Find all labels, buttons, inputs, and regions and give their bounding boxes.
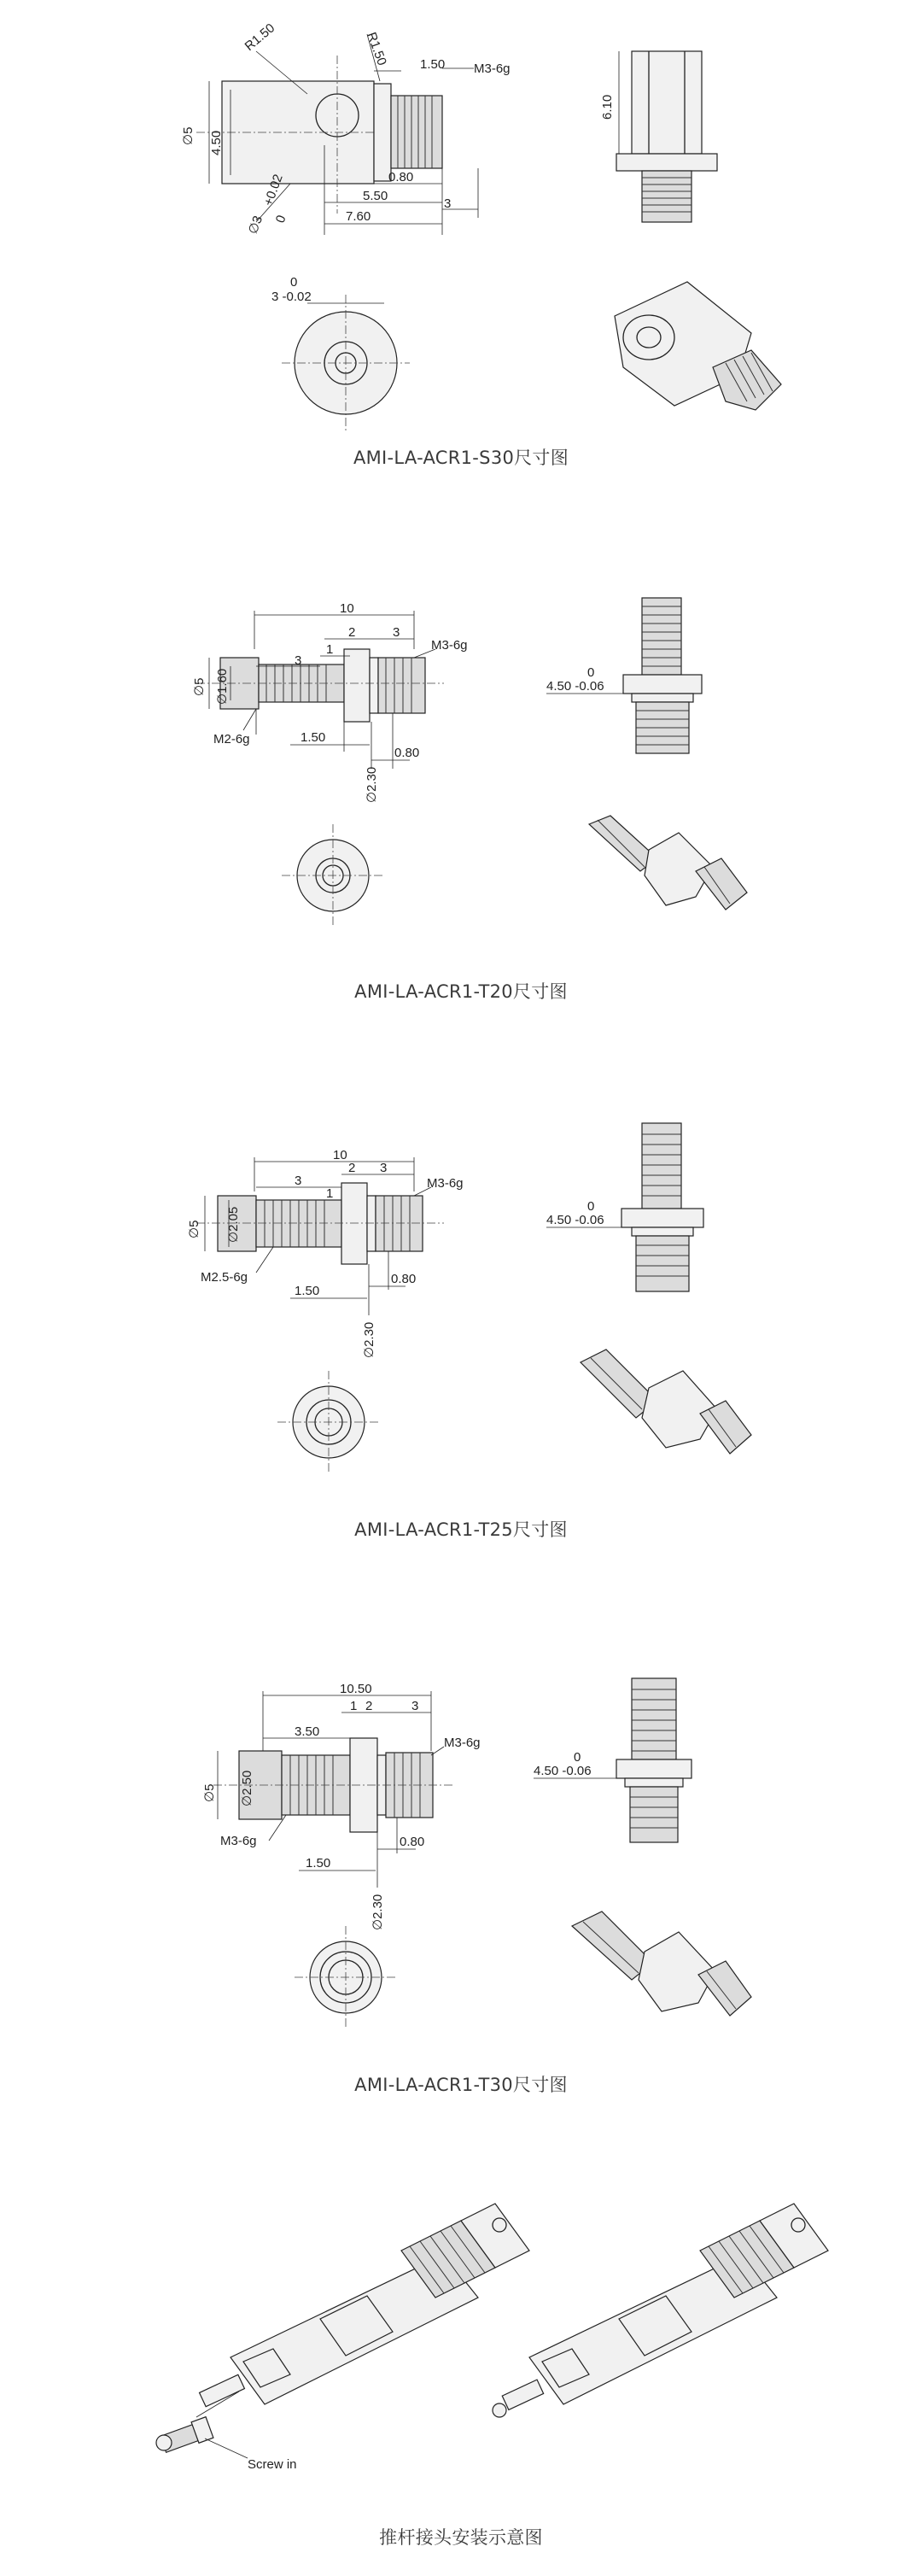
t20-caption: AMI-LA-ACR1-T20尺寸图 bbox=[354, 981, 568, 1002]
s30-dim-550: 5.50 bbox=[363, 189, 388, 203]
t30-dim-thread-l: M3-6g bbox=[220, 1834, 257, 1848]
s30-dim-top-zero: 0 bbox=[290, 275, 298, 290]
t20-iso-view bbox=[589, 816, 747, 910]
section-install bbox=[0, 2187, 922, 2572]
t25-dim-1: 1 bbox=[326, 1186, 334, 1201]
t20-dim-3b: 3 bbox=[295, 653, 302, 668]
install-drawing bbox=[0, 2187, 922, 2572]
t30-caption: AMI-LA-ACR1-T30尺寸图 bbox=[354, 2075, 568, 2095]
t30-dim-d250: ∅2.50 bbox=[240, 1770, 254, 1806]
t20-dim-d160: ∅1.60 bbox=[215, 668, 230, 705]
t30-dim-2: 2 bbox=[365, 1699, 373, 1713]
t25-dim-3a: 3 bbox=[295, 1174, 302, 1188]
t25-dim-iso-tol: 4.50 -0.06 bbox=[546, 1213, 604, 1227]
t30-dim-iso-zero: 0 bbox=[574, 1750, 581, 1765]
t30-dim-080: 0.80 bbox=[400, 1835, 425, 1849]
t30-dim-1050: 10.50 bbox=[340, 1682, 372, 1696]
t20-dim-d230: ∅2.30 bbox=[365, 766, 379, 803]
t20-dim-10: 10 bbox=[340, 601, 354, 616]
s30-dim-610: 6.10 bbox=[600, 94, 615, 120]
install-actuator-left bbox=[196, 2204, 529, 2417]
s30-thread bbox=[391, 96, 442, 168]
s30-dim-tol-zero: 0 bbox=[272, 213, 289, 225]
t25-top-view bbox=[277, 1371, 380, 1473]
s30-iso-view bbox=[615, 282, 781, 410]
t20-dim-d5: ∅5 bbox=[192, 677, 207, 696]
s30-dim-450: 4.50 bbox=[209, 130, 224, 155]
t20-dim-thread-r: M3-6g bbox=[431, 638, 468, 653]
install-caption: 推杆接头安装示意图 bbox=[379, 2527, 543, 2548]
t20-dim-iso-zero: 0 bbox=[587, 665, 595, 680]
section-s30 bbox=[0, 0, 922, 478]
t25-side-view bbox=[546, 1123, 703, 1291]
s30-top-view bbox=[282, 295, 410, 431]
t25-dim-d205: ∅2.05 bbox=[226, 1206, 241, 1243]
t25-dim-thread-l: M2.5-6g bbox=[201, 1270, 248, 1285]
t30-dim-3: 3 bbox=[411, 1699, 419, 1713]
s30-dim-r2: R1.50 bbox=[364, 30, 389, 67]
s30-caption: AMI-LA-ACR1-S30尺寸图 bbox=[353, 448, 569, 468]
t20-dim-2: 2 bbox=[348, 625, 356, 640]
s30-dim-tol-plus: +0.02 bbox=[260, 172, 286, 208]
t30-dim-150: 1.50 bbox=[306, 1856, 331, 1871]
t25-dim-2: 2 bbox=[348, 1161, 356, 1175]
s30-dim-d5: ∅5 bbox=[181, 126, 195, 145]
section-t20 bbox=[0, 530, 922, 1008]
install-screw-label: Screw in bbox=[248, 2457, 297, 2472]
t25-dim-10: 10 bbox=[333, 1148, 347, 1162]
t30-dim-thread-r: M3-6g bbox=[444, 1736, 481, 1750]
t20-dim-150: 1.50 bbox=[301, 730, 326, 745]
t30-dim-d5: ∅5 bbox=[202, 1783, 217, 1802]
t25-iso-view bbox=[581, 1349, 751, 1454]
t25-dim-150: 1.50 bbox=[295, 1284, 320, 1298]
t30-dim-350: 3.50 bbox=[295, 1724, 320, 1739]
s30-side-view bbox=[616, 51, 717, 222]
t25-dim-3b: 3 bbox=[380, 1161, 388, 1175]
s30-dim-thread: M3-6g bbox=[474, 61, 511, 76]
t30-drawing bbox=[0, 1623, 922, 2101]
t20-dim-3a: 3 bbox=[393, 625, 400, 640]
s30-dim-r1: R1.50 bbox=[242, 20, 278, 55]
install-screw-part bbox=[156, 2417, 248, 2458]
t25-dim-d230: ∅2.30 bbox=[362, 1321, 376, 1358]
t25-dim-thread-r: M3-6g bbox=[427, 1176, 464, 1191]
s30-dim-080: 0.80 bbox=[388, 170, 414, 184]
t30-dim-d230: ∅2.30 bbox=[371, 1894, 385, 1930]
t20-side-view bbox=[546, 598, 702, 753]
t20-dim-1: 1 bbox=[326, 642, 334, 657]
t30-side-view bbox=[534, 1678, 692, 1842]
section-t25 bbox=[0, 1068, 922, 1546]
t25-drawing bbox=[0, 1068, 922, 1546]
t25-dim-iso-zero: 0 bbox=[587, 1199, 595, 1214]
install-actuator-right bbox=[493, 2204, 828, 2417]
t25-dim-d5: ∅5 bbox=[187, 1220, 201, 1238]
t20-top-view bbox=[282, 824, 384, 927]
s30-dim-d3: ∅3 bbox=[245, 214, 266, 237]
t30-dim-iso-tol: 4.50 -0.06 bbox=[534, 1764, 592, 1778]
t20-dim-080: 0.80 bbox=[394, 746, 420, 760]
s30-dim-150: 1.50 bbox=[420, 57, 446, 72]
t20-drawing bbox=[0, 530, 922, 1008]
s30-dim-3: 3 bbox=[444, 196, 452, 211]
section-t30 bbox=[0, 1623, 922, 2101]
t25-dim-080: 0.80 bbox=[391, 1272, 417, 1286]
s30-dim-760: 7.60 bbox=[346, 209, 371, 224]
t20-dim-iso-tol: 4.50 -0.06 bbox=[546, 679, 604, 694]
t30-top-view bbox=[295, 1926, 397, 2029]
t30-iso-view bbox=[572, 1912, 751, 2016]
s30-dim-top-tol: 3 -0.02 bbox=[271, 290, 312, 304]
t25-caption: AMI-LA-ACR1-T25尺寸图 bbox=[354, 1519, 568, 1540]
t20-dim-thread-l: M2-6g bbox=[213, 732, 250, 746]
s30-drawing bbox=[0, 0, 922, 478]
t30-dim-1: 1 bbox=[350, 1699, 358, 1713]
